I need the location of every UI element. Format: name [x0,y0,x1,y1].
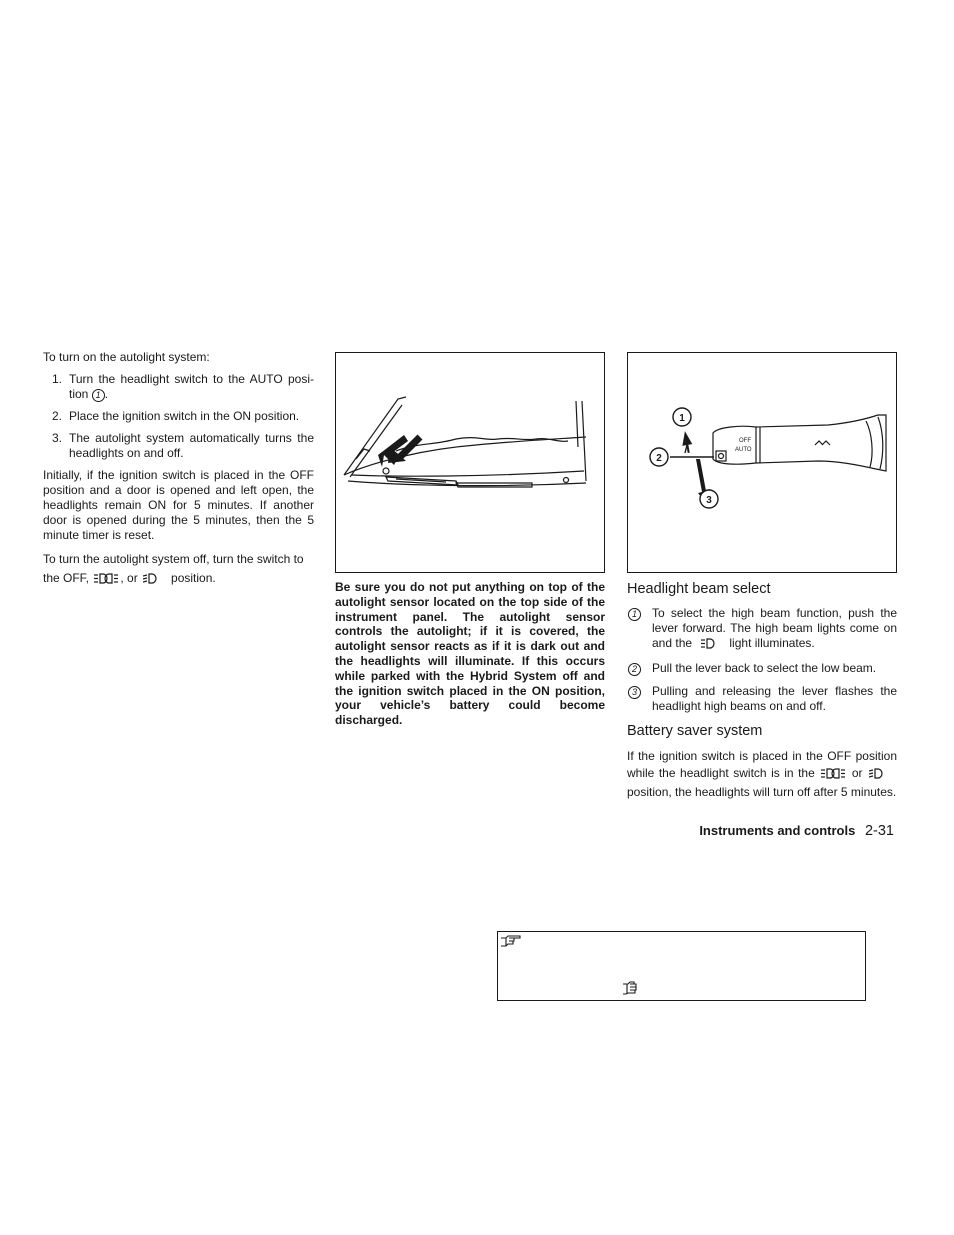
list-item [43,372,314,402]
step-number: 2. [52,409,63,423]
list-item [627,661,897,676]
step-text: The autolight system automatically turns the headlights on and off. [69,431,314,460]
lever-illustration [628,353,896,572]
step-number: 3. [52,431,63,445]
right-column [627,352,897,801]
battery-text: If the ignition switch is placed in the OFF position while the headlight switch is in the [627,749,897,780]
parking-light-icon [94,571,118,590]
middle-column [335,352,605,728]
pointing-hand-icon [622,981,642,1000]
circled-number: 2 [628,663,641,676]
item-text: To select the high beam function, push the lever forward. The high beam lights come on and the [652,606,897,650]
autolight-steps [43,372,314,461]
item-text-end: light illuminates. [729,636,815,650]
or-text: , or [120,571,138,585]
turn-off-text: To turn the autolight system off, turn the switch to the OFF, [43,552,304,585]
battery-saver-heading: Battery saver system [627,723,763,739]
headlight-lever-figure [627,352,897,573]
circled-number: 1 [628,608,641,621]
circled-number: 1 [92,389,105,402]
battery-or: or [851,766,863,780]
headlight-beam-heading: Headlight beam select [627,581,771,597]
headlight-icon [143,571,157,590]
page-footer [699,822,894,840]
reference-box [497,931,866,1001]
callout-1: 1 [679,413,685,424]
high-beam-icon [701,638,715,653]
footer-section-title: Instruments and controls [699,823,856,838]
list-item [43,431,314,461]
callout-3: 3 [706,495,712,506]
pointing-hand-icon [500,934,522,953]
left-column [43,350,314,597]
step-number: 1. [52,372,63,386]
list-item [43,409,314,424]
autolight-sensor-warning: Be sure you do not put anything on top of the autolight sensor located on the top side of the instrument panel. The autolight sensor controls the autolight; if it is covered, the autolight sensor reacts as if it is dark out and the headlights will illuminate. If this occurs while parked with the Hybrid System off and the ignition switch placed in the ON position, your vehicle’s battery could become discharged. [335,580,605,728]
list-item [627,606,897,653]
step-text: Place the ignition switch in the ON position. [69,409,300,423]
position-text: position. [171,571,216,585]
step-text: Turn the headlight switch to the AUTO position [69,372,314,401]
callout-2: 2 [656,453,662,464]
circled-number: 3 [628,686,641,699]
autolight-intro: To turn on the autolight system: [43,350,210,364]
list-item [627,684,897,714]
initially-paragraph: Initially, if the ignition switch is placed in the OFF position and a door is opened and left open, the headlights remain ON for 5 minutes. If another door is opened during the 5 minutes, then the 5 minute timer is reset. [43,468,314,542]
item-text: Pulling and releasing the lever flashes the headlight high beams on and off. [652,684,897,713]
dashboard-illustration [336,353,604,572]
battery-text-end: position, the headlights will turn off after 5 minutes. [627,785,897,799]
autolight-sensor-figure [335,352,605,573]
turn-off-paragraph [43,550,314,590]
headlight-icon [869,767,883,784]
page-number: 2-31 [864,823,894,839]
auto-label: AUTO [735,447,752,453]
item-text: Pull the lever back to select the low beam. [652,661,877,675]
parking-light-icon [821,767,845,784]
step-text-end: . [104,387,109,401]
off-label: OFF [739,438,751,444]
battery-saver-paragraph [627,748,897,801]
